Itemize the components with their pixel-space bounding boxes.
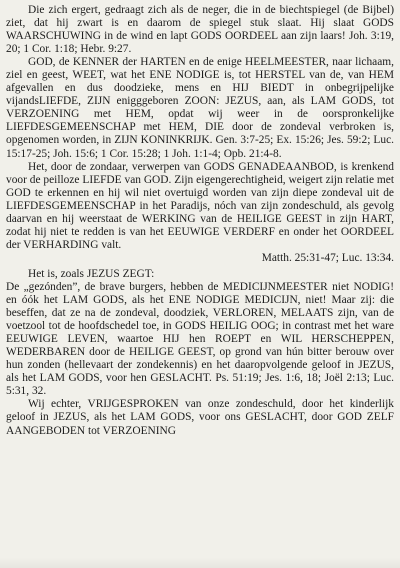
paragraph-2: GOD, de KENNER der HARTEN en de enige HEELMEESTER, naar lichaam, ziel en geest, WEET, wat het ENE NODIGE is, tot HERSTEL van de, van HEM afgevallen en dus doodzieke, mens en HIJ BIEDT in onbegrijpelijke vijandsLIEFDE, ZIJN enigggeboren ZOON: JEZUS, aan, als LAM GODS, tot VERZOENING met HEM, opdat wij weer in de oorspronkelijke LIEFDESGEMEENSCHAP met HEM, DIE door de zondeval verbroken is, opgenomen worden, in ZIJN KONINKRIJK. Gen. 3:7-25; Ex. 15:26; Jes. 59:2; Luc. 15:17-25; Joh. 15:6; 1 Cor. 15:28; 1 Joh. 1:1-4; Opb. 21:4-8. xyxy=(6,56,394,160)
paragraph-6: Wij echter, VRIJGESPROKEN van onze zondeschuld, door het kinderlijk geloof in JEZUS, als het LAM GODS, voor ons GESLACHT, door GOD ZELF AANGEBODEN tot VERZOENING xyxy=(6,398,394,437)
paragraph-4: Het is, zoals JEZUS ZEGT: xyxy=(28,267,155,280)
page-text xyxy=(6,4,394,438)
paragraph-3: Het, door de zondaar, verwerpen van GODS GENADEAANBOD, is krenkend voor de peilloze LIEFDE van GOD. Zijn eigengerechtigheid, weigert zijn relatie met GOD te erkennen en hij wil niet overtuigd worden van zijn diepe zondeval uit de LIEFDESGEMEENSCHAP in het Paradijs, nóch van zijn zondeschuld, als gevolg daarvan en hij weerstaat de WERKING van de HEILIGE GEEST in zijn HART, zodat hij niet te redden is van het EEUWIGE VERDERF en onder het OORDEEL der VERHARDING valt. xyxy=(6,160,394,251)
paragraph-1: Die zich ergert, gedraagt zich als de neger, die in de biechtspiegel (de Bijbel) ziet, dat hij zwart is en daarom de spiegel stuk slaat. Hij slaat GODS WAARSCHUWING in de wind en lapt GODS OORDEEL aan zijn laars! Joh. 3:19, 20; 1 Cor. 1:18; Hebr. 9:27. xyxy=(6,4,394,56)
paragraph-5: De „gezónden”, de brave burgers, hebben de MEDICIJNMEESTER niet NODIG! en óók het LAM GODS, als het ENE NODIGE MEDICIJN, niet! Maar zij: die beseffen, dat ze na de zondeval, doodziek, VERLOREN, MELAATS zijn, van de voetzool tot de hoofdschedel toe, in GODS HEILIG OOG; in contrast met het ware EEUWIGE LEVEN, waartoe HIJ hen ROEPT en WIL HERSCHEPPEN, WEDERBAREN door de HEILIGE GEEST, op grond van hún bitter berouw over hun zonden (hellevaart der zondekennis) en het daaropvolgende geloof in JEZUS, als het LAM GODS, voor hen GESLACHT. Ps. 51:19; Jes. 1:6, 18; Joël 2:13; Luc. 5:31, 32. xyxy=(6,280,394,398)
reference-line: Matth. 25:31-47; Luc. 13:34. xyxy=(261,251,394,264)
page-bottom-shade xyxy=(0,558,400,568)
